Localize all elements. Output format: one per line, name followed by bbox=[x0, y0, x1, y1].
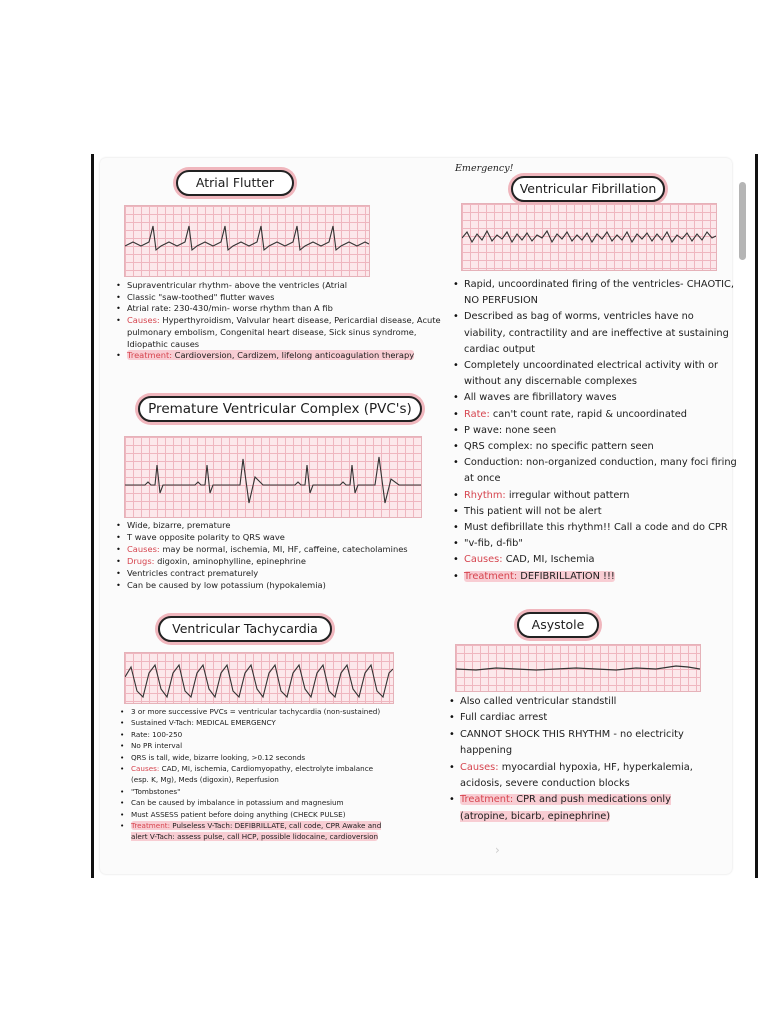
list-item: • Rate: 100-250 bbox=[120, 729, 388, 740]
ecg-strip-asystole bbox=[455, 644, 701, 692]
ecg-strip-pvc bbox=[124, 436, 422, 518]
list-item: • Rate: can't count rate, rapid & uncoordinated bbox=[453, 407, 737, 423]
section-title-asystole: Asystole bbox=[517, 612, 599, 638]
ecg-strip-vfib bbox=[461, 203, 717, 271]
section-title-pvc: Premature Ventricular Complex (PVC's) bbox=[138, 396, 422, 422]
list-item: • Rhythm: irregular without pattern bbox=[453, 488, 737, 504]
list-vfib bbox=[453, 277, 737, 585]
section-title-vtach: Ventricular Tachycardia bbox=[158, 616, 332, 642]
section-title-atrial-flutter: Atrial Flutter bbox=[176, 170, 294, 196]
list-vtach bbox=[120, 706, 388, 843]
list-item: • Atrial rate: 230-430/min- worse rhythm than A fib bbox=[116, 303, 452, 315]
list-item: • Can be caused by low potassium (hypokalemia) bbox=[116, 580, 452, 592]
list-item: • Must defibrillate this rhythm!! Call a code and do CPR bbox=[453, 520, 737, 536]
list-item: • No PR interval bbox=[120, 740, 388, 751]
list-item: • Causes: CAD, MI, Ischemia bbox=[453, 552, 737, 568]
list-item: • "v-fib, d-fib" bbox=[453, 536, 737, 552]
list-item: • Treatment: DEFIBRILLATION !!! bbox=[453, 569, 737, 585]
list-item: • T wave opposite polarity to QRS wave bbox=[116, 532, 452, 544]
ecg-trace-pvc bbox=[125, 437, 421, 517]
list-item: • Causes: may be normal, ischemia, MI, HF, caffeine, catecholamines bbox=[116, 544, 452, 556]
list-item: • Causes: Hyperthyroidism, Valvular heart disease, Pericardial disease, Acute pulmonary embolism, Congenital heart disease, Sick sinus syndrome, Idiopathic causes bbox=[116, 315, 452, 350]
list-item: • Wide, bizarre, premature bbox=[116, 520, 452, 532]
list-item: • Rapid, uncoordinated firing of the ventricles- CHAOTIC, NO PERFUSION bbox=[453, 277, 737, 309]
list-item: • Also called ventricular standstill bbox=[449, 694, 711, 710]
list-item: • Can be caused by imbalance in potassium and magnesium bbox=[120, 797, 388, 808]
list-item: • Ventricles contract prematurely bbox=[116, 568, 452, 580]
list-item: • Causes: CAD, MI, ischemia, Cardiomyopathy, electrolyte imbalance (esp. K, Mg), Meds (digoxin), Reperfusion bbox=[120, 763, 388, 786]
list-item: • Causes: myocardial hypoxia, HF, hyperkalemia, acidosis, severe conduction blocks bbox=[449, 760, 711, 793]
list-item: • QRS complex: no specific pattern seen bbox=[453, 439, 737, 455]
list-item: • This patient will not be alert bbox=[453, 504, 737, 520]
section-title-vfib: Ventricular Fibrillation bbox=[511, 176, 665, 202]
list-item: • Described as bag of worms, ventricles have no viability, contractility and are ineffective at sustaining cardiac output bbox=[453, 309, 737, 358]
chevron-right-icon: › bbox=[495, 843, 500, 857]
list-item: • 3 or more successive PVCs = ventricular tachycardia (non-sustained) bbox=[120, 706, 388, 717]
list-item: • Drugs: digoxin, aminophylline, epinephrine bbox=[116, 556, 452, 568]
list-item: • Completely uncoordinated electrical activity with or without any discernable complexes bbox=[453, 358, 737, 390]
list-item: • Must ASSESS patient before doing anything (CHECK PULSE) bbox=[120, 809, 388, 820]
list-item: • QRS is tall, wide, bizarre looking, >0.12 seconds bbox=[120, 752, 388, 763]
emergency-note: Emergency! bbox=[455, 163, 514, 174]
list-item: • CANNOT SHOCK THIS RHYTHM - no electricity happening bbox=[449, 727, 711, 760]
list-atrial-flutter bbox=[116, 280, 452, 362]
list-item: • Classic "saw-toothed" flutter waves bbox=[116, 292, 452, 304]
ecg-trace-vtach bbox=[125, 653, 393, 703]
list-item: • Conduction: non-organized conduction, many foci firing at once bbox=[453, 455, 737, 487]
list-pvc bbox=[116, 520, 452, 591]
scrollbar[interactable] bbox=[739, 182, 746, 260]
ecg-trace-vfib bbox=[462, 204, 716, 270]
list-item: • Sustained V-Tach: MEDICAL EMERGENCY bbox=[120, 717, 388, 728]
list-asystole bbox=[449, 694, 711, 825]
list-item: • All waves are fibrillatory waves bbox=[453, 390, 737, 406]
list-item: • Supraventricular rhythm- above the ventricles (Atrial bbox=[116, 280, 452, 292]
ecg-trace-asystole bbox=[456, 645, 700, 691]
list-item: • Treatment: Cardioversion, Cardizem, lifelong anticoagulation therapy bbox=[116, 350, 452, 362]
ecg-strip-atrial-flutter bbox=[124, 205, 370, 277]
ecg-strip-vtach bbox=[124, 652, 394, 704]
ecg-trace-atrial-flutter bbox=[125, 206, 369, 276]
list-item: • "Tombstones" bbox=[120, 786, 388, 797]
list-item: • Full cardiac arrest bbox=[449, 710, 711, 726]
list-item: • Treatment: CPR and push medications only (atropine, bicarb, epinephrine) bbox=[449, 792, 711, 825]
list-item: • P wave: none seen bbox=[453, 423, 737, 439]
list-item: • Treatment: Pulseless V-Tach: DEFIBRILLATE, call code, CPR Awake and alert V-Tach: assess pulse, call HCP, possible lidocaine, cardioversion bbox=[120, 820, 388, 843]
